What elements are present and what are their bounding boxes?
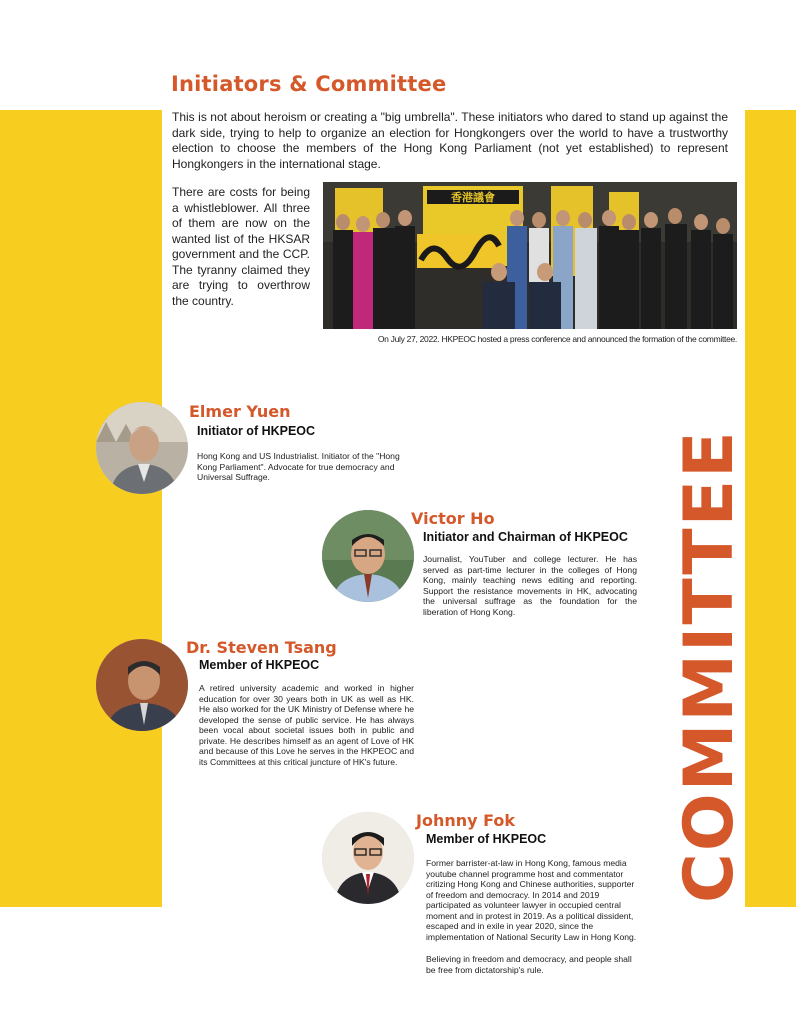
person-role-johnny-fok: Member of HKPEOC bbox=[426, 832, 547, 846]
elmer-yuen-avatar bbox=[96, 402, 188, 494]
page-title: Initiators & Committee bbox=[171, 72, 447, 96]
person-name-steven-tsang: Dr. Steven Tsang bbox=[186, 638, 337, 657]
photo-caption: On July 27, 2022. HKPEOC hosted a press conference and announced the formation of the committee. bbox=[377, 334, 737, 344]
person-name-victor-ho: Victor Ho bbox=[411, 509, 495, 528]
whistleblower-paragraph: There are costs for being a whistleblower. All three of them are now on the wanted list of the HKSAR government and the CCP. The tyranny claimed they are trying to overthrow the country. bbox=[172, 185, 310, 308]
person-role-victor-ho: Initiator and Chairman of HKPEOC bbox=[423, 530, 628, 544]
left-yellow-band bbox=[0, 110, 162, 907]
person-name-elmer-yuen: Elmer Yuen bbox=[189, 402, 291, 421]
person-bio-steven-tsang: A retired university academic and worked in higher education for over 30 years both in UK as well as HK. He also worked for the UK Ministry of Defense where he developed the sense of public service. He has always been vocal about societal issues both in public and private. He describes himself as an agent of Love of HK and because of this Love he serves in the HKPEOC and its Committees at this critical juncture of HK's future. bbox=[199, 683, 414, 767]
person-role-steven-tsang: Member of HKPEOC bbox=[199, 658, 320, 672]
person-bio-johnny-fok: Former barrister-at-law in Hong Kong, famous media youtube channel programme host and commentator critizing Hong Kong and Chinese authorities, supporter of freedom and democracy. In 2014 and 2019 participated as volunteer lawyer in occupied central moment and in protest in 2019. As a political dissident, escaped and in exile in year 2020, since the implementation of National Security Law in Hong Kong. bbox=[426, 858, 637, 942]
person-bio-elmer-yuen: Hong Kong and US Industrialist. Initiator of the "Hong Kong Parliament". Advocate for true democracy and Universal Suffrage. bbox=[197, 451, 400, 482]
committee-vertical-label: COMMITTEE bbox=[670, 429, 749, 903]
person-name-johnny-fok: Johnny Fok bbox=[416, 811, 516, 830]
johnny-fok-avatar bbox=[322, 812, 414, 904]
person-bio-johnny-fok-extra: Believing in freedom and democracy, and people shall be free from dictatorship's rule. bbox=[426, 954, 632, 975]
intro-paragraph: This is not about heroism or creating a "big umbrella". These initiators who dared to stand up against the dark side, trying to help to organize an election for Hongkongers over the world to have a trustworthy election to choose the members of the Hong Kong Parliament (not yet established) to represent Hongkongers in the international stage. bbox=[172, 110, 728, 171]
steven-tsang-avatar bbox=[96, 639, 188, 731]
victor-ho-avatar bbox=[322, 510, 414, 602]
press-conference-photo bbox=[323, 182, 737, 329]
person-role-elmer-yuen: Initiator of HKPEOC bbox=[197, 424, 316, 438]
svg-text:香港議會: 香港議會 bbox=[451, 191, 495, 204]
person-bio-victor-ho: Journalist, YouTuber and college lecturer. He has served as part-time lecturer in the colleges of Hong Kong, mainly teaching news editing and reporting. Support the resistance movements in HK, advocating the universal suffrage as the foundation for the liberation of Hong Kong. bbox=[423, 554, 637, 617]
